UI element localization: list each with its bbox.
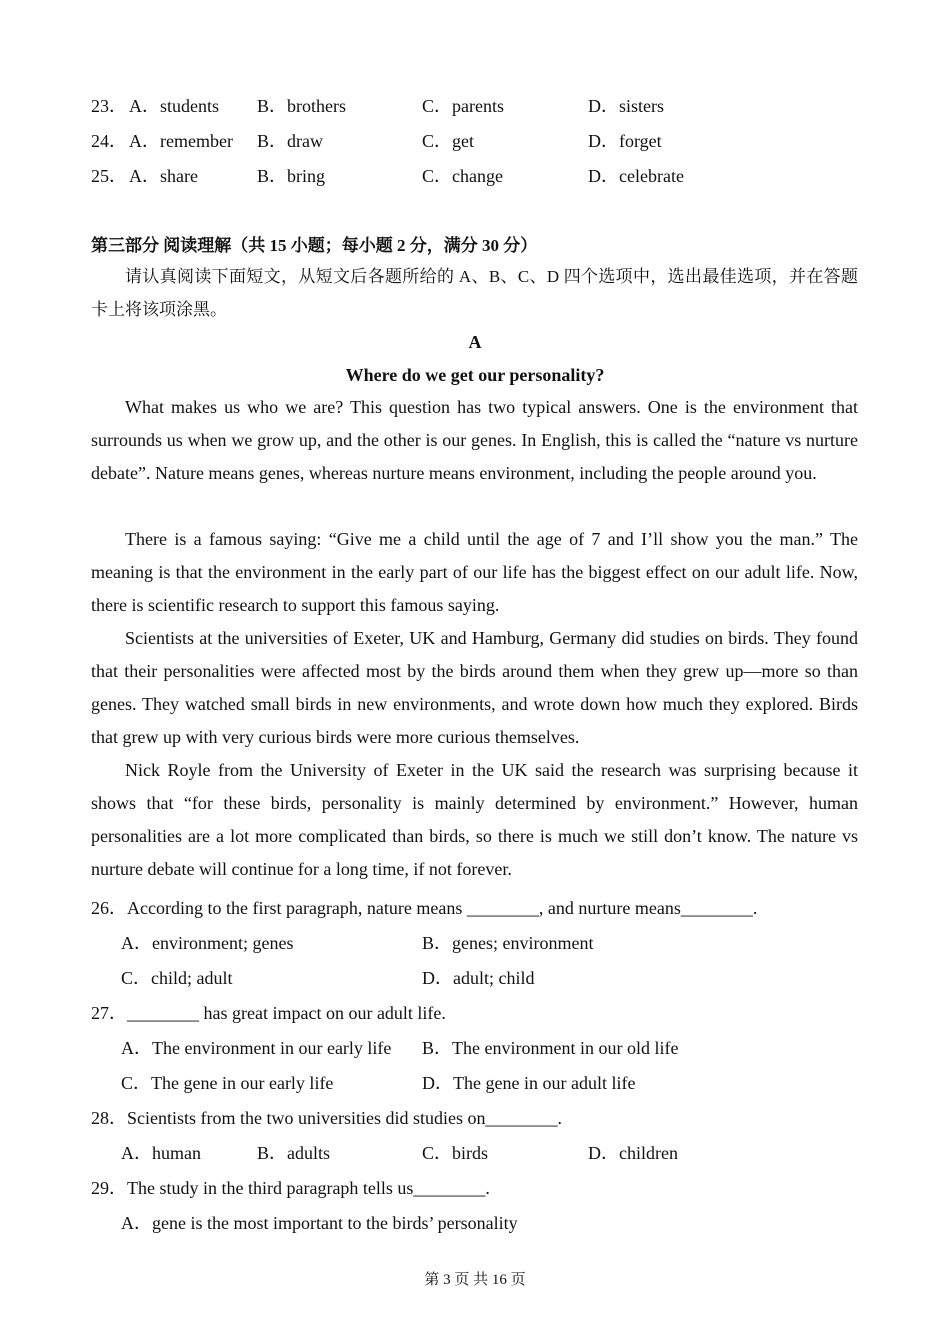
option-b: B．bring [257,166,326,186]
passage-paragraph-2: There is a famous saying: “Give me a child until the age of 7 and I’ll show you the man.” The meaning is that the environment in the early part of our life has the biggest effect on our adult life. Now, there is scientific research to support this famous saying. [91,529,858,615]
option-c: C．change [422,166,503,186]
option-b: B．The environment in our old life [422,1038,679,1058]
passage-paragraph-3: Scientists at the universities of Exeter, UK and Hamburg, Germany did studies on birds. They found that their personalities were affected most by the birds around them when they grew up—more so than genes. They watched small birds in new environments, and wrote down how much they explored. Birds that grew up with very curious birds were more curious themselves. [91,628,858,747]
option-b: B．brothers [257,96,346,116]
option-d: D．adult; child [422,968,535,988]
section-heading: 第三部分 阅读理解（共 15 小题；每小题 2 分，满分 30 分） [91,236,538,255]
question-stem: 29．The study in the third paragraph tells us________. [91,1178,490,1198]
option-b: B．draw [257,131,323,151]
option-c: C．parents [422,96,504,116]
option-b: B．adults [257,1143,331,1163]
option-d: D．The gene in our adult life [422,1073,636,1093]
question-number: 24． [91,131,127,151]
passage-paragraph-1: What makes us who we are? This question has two typical answers. One is the environment that surrounds us when we grow up, and the other is our genes. In English, this is called the “nature vs nurture debate”. Nature means genes, whereas nurture means environment, including the people around you. [91,397,858,483]
option-a: A．remember [129,131,233,151]
option-a: A．share [129,166,198,186]
passage-paragraph-4: Nick Royle from the University of Exeter in the UK said the research was surprising because it shows that “for these birds, personality is mainly determined by environment.” However, human personalities are a lot more complicated than birds, so there is much we still don’t know. The nature vs nurture debate will continue for a long time, if not forever. [91,760,858,879]
option-c: C．birds [422,1143,489,1163]
question-stem: 28．Scientists from the two universities did studies on________. [91,1108,562,1128]
question-number: 25． [91,166,127,186]
option-d: D．celebrate [588,166,684,186]
page-footer: 第 3 页 共 16 页 [424,1272,526,1288]
option-c: C．The gene in our early life [121,1073,334,1093]
option-d: D．sisters [588,96,664,116]
passage-label: A [468,332,482,352]
option-a: A．environment; genes [121,933,294,953]
option-a: A．gene is the most important to the birds’ personality [121,1213,518,1233]
option-c: C．child; adult [121,968,233,988]
question-stem: 26．According to the first paragraph, nature means ________, and nurture means________. [91,898,758,918]
option-d: D．forget [588,131,662,151]
question-number: 23． [91,96,127,116]
option-b: B．genes; environment [422,933,594,953]
section-instruction: 请认真阅读下面短文，从短文后各题所给的 A、B、C、D 四个选项中，选出最佳选项，并在答题卡上将该项涂黑。 [91,267,858,319]
option-a: A．human [121,1143,201,1163]
passage-title: Where do we get our personality? [345,365,605,385]
option-c: C．get [422,131,474,151]
option-d: D．children [588,1143,678,1163]
question-stem: 27．________ has great impact on our adult life. [91,1003,446,1023]
option-a: A．students [129,96,219,116]
option-a: A．The environment in our early life [121,1038,392,1058]
